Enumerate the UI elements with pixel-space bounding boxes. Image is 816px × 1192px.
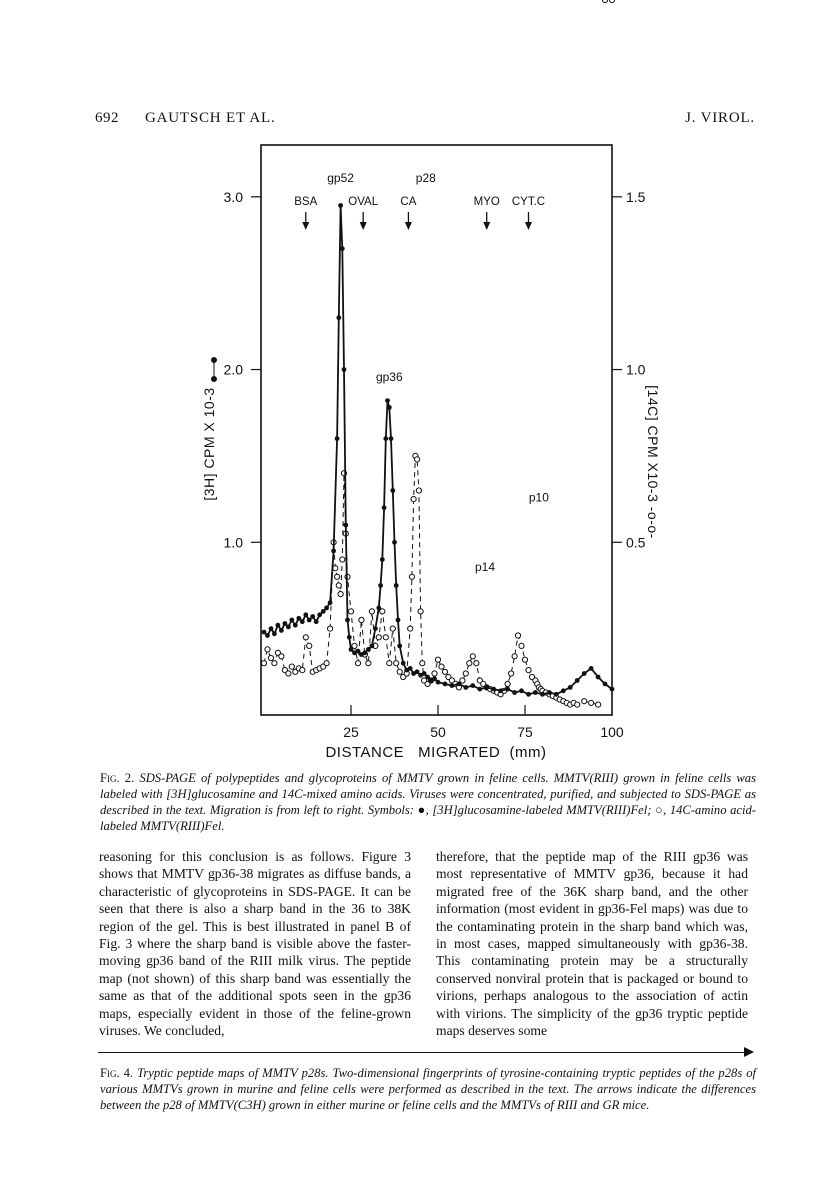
series-14c-point (261, 661, 266, 666)
x-tick-label-75: 75 (517, 724, 533, 740)
series-3h-point (310, 614, 315, 619)
series-3h-point (477, 687, 482, 692)
body-text-left-column: reasoning for this conclusion is as follows. Figure 3 shows that MMTV gp36-38 migrates as diffuse bands, a characteristic of glycoproteins in SDS-PAGE. It can be seen that there is also a sharp band in the 36 to 38K region of the gel. This is best illustrated in panel B of Fig. 3 where the sharp band is visible above the faster-moving gp36 band of the RIII milk virus. The peptide map (not shown) of this sharp band was essentially the same as that of the additional spots seen in the gp36 maps, especially evident in those of the feline-grown viruses. We concluded, (99, 849, 411, 1039)
series-14c-point (328, 626, 333, 631)
figure-2-caption-text: SDS-PAGE of polypeptides and glycoproteins of MMTV grown in feline cells. MMTV(RIII) grown in feline cells was labeled with [3H]glucosamine and 14C-mixed amino acids. Viruses were concentrated, purified, and subjected to SDS-PAGE as described in the text. Migration is from left to right. Symbols: ●, [3H]glucosamine-labeled MMTV(RIII)Fel; ○, 14C-amino acid-labeled MMTV(RIII)Fel. (100, 771, 756, 833)
legend-filled-circle-icon (211, 357, 217, 363)
series-3h-point (331, 549, 336, 554)
x-axis-label: DISTANCE MIGRATED (mm) (325, 744, 547, 761)
series-3h-point (491, 687, 496, 692)
series-14c-point (390, 626, 395, 631)
series-14c-point (467, 661, 472, 666)
series-14c-point (355, 661, 360, 666)
series-3h-point (338, 203, 343, 208)
series-3h-point (336, 315, 341, 320)
series-3h-point (568, 685, 573, 690)
series-3h-point (321, 609, 326, 614)
y-axis-label-left: [3H] CPM X 10-3 (201, 387, 217, 501)
series-3h-point (370, 644, 375, 649)
series-3h-point (376, 606, 381, 611)
series-3h-point (463, 685, 468, 690)
series-14c-point (589, 700, 594, 705)
marker-label-cytc: CYT.C (511, 196, 546, 208)
series-14c-point (409, 574, 414, 579)
x-tick-label-100: 100 (600, 724, 624, 740)
series-3h-point (533, 690, 538, 695)
series-3h-point (389, 436, 394, 441)
series-3h-point (422, 671, 427, 676)
page-number: 692 (95, 110, 119, 126)
series-3h-point (303, 612, 308, 617)
series-3h-point (547, 690, 552, 695)
series-14c-point (439, 664, 444, 669)
series-14c-point (383, 635, 388, 640)
series-3h-point (283, 621, 288, 626)
series-14c-point (408, 626, 413, 631)
peak-label-p14: p14 (474, 559, 496, 574)
y-right-tick-label-1.5: 1.5 (626, 188, 646, 205)
series-3h-point (272, 631, 277, 636)
series-3h-point (296, 616, 301, 621)
series-3h-point (575, 678, 580, 683)
series-3h-point (340, 246, 345, 251)
series-14c-point (272, 661, 277, 666)
down-arrow-icon (302, 222, 309, 230)
series-14c-point (515, 633, 520, 638)
series-14c-point (376, 635, 381, 640)
running-authors: GAUTSCH ET AL. (145, 110, 276, 126)
series-14c-point (420, 661, 425, 666)
series-14c-point (505, 681, 510, 686)
series-14c-point (432, 671, 437, 676)
peak-label-gp36: gp36 (375, 369, 403, 384)
series-3h-point (366, 647, 371, 652)
series-14c-point (359, 617, 364, 622)
series-3h-point (380, 557, 385, 562)
marker-label-ca: CA (400, 196, 417, 208)
y-left-tick-label-3.0: 3.0 (223, 188, 243, 205)
series-3h-point (397, 644, 402, 649)
series-3h-point (383, 436, 388, 441)
figure-2-caption (100, 770, 756, 834)
marker-label-myo: MYO (473, 196, 500, 208)
series-3h-point (401, 661, 406, 666)
figure-4-placeholder-rule (98, 1052, 750, 1053)
series-3h-point (526, 692, 531, 697)
down-arrow-icon (405, 222, 412, 230)
series-14c-point (394, 661, 399, 666)
y-left-tick-label-1.0: 1.0 (223, 534, 243, 551)
series-3h-point (385, 398, 390, 403)
peak-label-p28: p28 (415, 171, 436, 186)
series-3h-point (342, 367, 347, 372)
series-3h-point (408, 666, 413, 671)
series-3h-point (378, 583, 383, 588)
series-3h-point (394, 583, 399, 588)
series-3h-point (314, 619, 319, 624)
series-3h-point (356, 649, 361, 654)
series-3h-point (582, 671, 587, 676)
series-14c-point (512, 654, 517, 659)
series-14c-point (609, 0, 614, 3)
series-14c-point (442, 669, 447, 674)
series-3h-point (425, 675, 430, 680)
series-3h-point (335, 436, 340, 441)
series-14c-point (435, 657, 440, 662)
series-3h-point (276, 623, 281, 628)
series-14c-point (335, 574, 340, 579)
down-arrow-icon (360, 222, 367, 230)
series-14c-point (265, 647, 270, 652)
series-14c-point (509, 671, 514, 676)
series-3h-point (343, 523, 348, 528)
series-14c-point (300, 668, 305, 673)
marker-label-bsa: BSA (294, 196, 318, 208)
series-14c-point (307, 643, 312, 648)
series-14c-point (596, 702, 601, 707)
journal-name: J. VIROL. (685, 110, 755, 126)
series-14c-point (411, 497, 416, 502)
series-14c-point (519, 643, 524, 648)
series-3h-point (610, 687, 615, 692)
series-3h-point (262, 630, 267, 635)
body-text-right-column: therefore, that the peptide map of the RIII gp36 was most representative of MMTV gp36, because it had migrated free of the 36K sharp band, and the other information (most evident in gp36-Fel maps) was due to the contaminating protein in the sharp band which was, in most cases, mapped simultaneously with gp36-38. This contaminating protein may be a structurally conserved nonviral protein that is packaged or bound to virions, perhaps analogous to the association of actin with virions. The simplicity of the gp36 tryptic peptide maps deserves some (436, 849, 748, 1039)
legend-filled-circle-icon-2 (211, 376, 217, 382)
series-14c-point (303, 635, 308, 640)
down-arrow-icon (525, 222, 532, 230)
series-14c-point (463, 671, 468, 676)
series-3h-point (317, 612, 322, 617)
x-tick-label-50: 50 (430, 724, 446, 740)
series-3h-point (519, 688, 524, 693)
series-3h-point (392, 540, 397, 545)
series-14c-point (340, 557, 345, 562)
series-3h-point (293, 623, 298, 628)
series-14c-point (415, 457, 420, 462)
series-3h-point (432, 676, 437, 681)
series-3h-point (505, 687, 510, 692)
series-14c-point (397, 669, 402, 674)
series-14c-point (338, 592, 343, 597)
series-14c-point (324, 661, 329, 666)
series-3h-point (512, 690, 517, 695)
series-3h-point (345, 618, 350, 623)
series-3h-point (596, 675, 601, 680)
series-3h-point (269, 626, 274, 631)
series-14c-point (522, 657, 527, 662)
series-3h-point (307, 618, 312, 623)
peak-label-p10: p10 (528, 490, 549, 505)
series-3h-point (265, 633, 270, 638)
x-tick-label-25: 25 (343, 724, 359, 740)
series-3h-point (484, 685, 489, 690)
series-3h-point (328, 600, 333, 605)
plot-frame (261, 145, 612, 715)
series-14c-point (268, 655, 273, 660)
down-arrow-icon (483, 222, 490, 230)
series-3h-point (589, 666, 594, 671)
series-3h-point (390, 488, 395, 493)
series-3h-point (387, 405, 392, 410)
series-3h-point (450, 683, 455, 688)
y-left-tick-label-2.0: 2.0 (223, 361, 243, 378)
figure-4-label: Fig. 4. (100, 1066, 134, 1080)
series-14c-point (333, 566, 338, 571)
series-14c-point (366, 661, 371, 666)
series-3h-point (457, 682, 462, 687)
series-14c-point (336, 583, 341, 588)
series-3h-point (498, 688, 503, 693)
series-3h-point (300, 619, 305, 624)
series-3h-point (470, 683, 475, 688)
figure-4-caption-text: Tryptic peptide maps of MMTV p28s. Two-dimensional fingerprints of tyrosine-containing tryptic peptides of the p28s of various MMTVs grown in murine and feline cells were performed as described in the text. The arrows indicate the differences between the p28 of MMTV(C3H) grown in either murine or feline cells and the MMTVs of RIII and GR mice. (100, 1066, 756, 1112)
series-14c-point (575, 702, 580, 707)
arrow-right-icon (744, 1047, 754, 1057)
series-3h-point (363, 650, 368, 655)
y-axis-label-right: [14C] CPM X10-3 -o-o- (645, 385, 661, 539)
series-3h-point (286, 625, 291, 630)
series-14c-point (602, 0, 607, 3)
series-3h-point (349, 647, 354, 652)
series-14c-point (286, 671, 291, 676)
series-3h-point (347, 635, 352, 640)
marker-label-oval: OVAL (348, 196, 379, 208)
series-3h-point (415, 669, 420, 674)
series-14c-point (418, 609, 423, 614)
series-3h-point (373, 626, 378, 631)
series-14c-point (387, 661, 392, 666)
series-3h-point (436, 680, 441, 685)
series-3h-point (443, 682, 448, 687)
series-14c-point (279, 654, 284, 659)
peak-label-gp52: gp52 (327, 171, 354, 186)
series-3h-point (554, 692, 559, 697)
series-14c-point (582, 699, 587, 704)
series-3h-point (279, 628, 284, 633)
series-14c-point (348, 609, 353, 614)
series-3h-point (561, 688, 566, 693)
series-14c-point (416, 488, 421, 493)
figure-4-caption (100, 1065, 756, 1113)
y-right-tick-label-0.5: 0.5 (626, 534, 646, 551)
series-14c-point (470, 654, 475, 659)
series-3h-point (382, 505, 387, 510)
series-3h-point (396, 618, 401, 623)
series-14c-point (526, 668, 531, 673)
figure-2-label: Fig. 2. (100, 771, 135, 785)
series-3h-point (324, 606, 329, 611)
series-14c-point (289, 664, 294, 669)
series-14c-point (369, 609, 374, 614)
y-right-tick-label-1.0: 1.0 (626, 361, 646, 378)
series-3h-point (289, 618, 294, 623)
series-3h-point (540, 692, 545, 697)
series-14c-point (474, 661, 479, 666)
series-3h-point (603, 682, 608, 687)
